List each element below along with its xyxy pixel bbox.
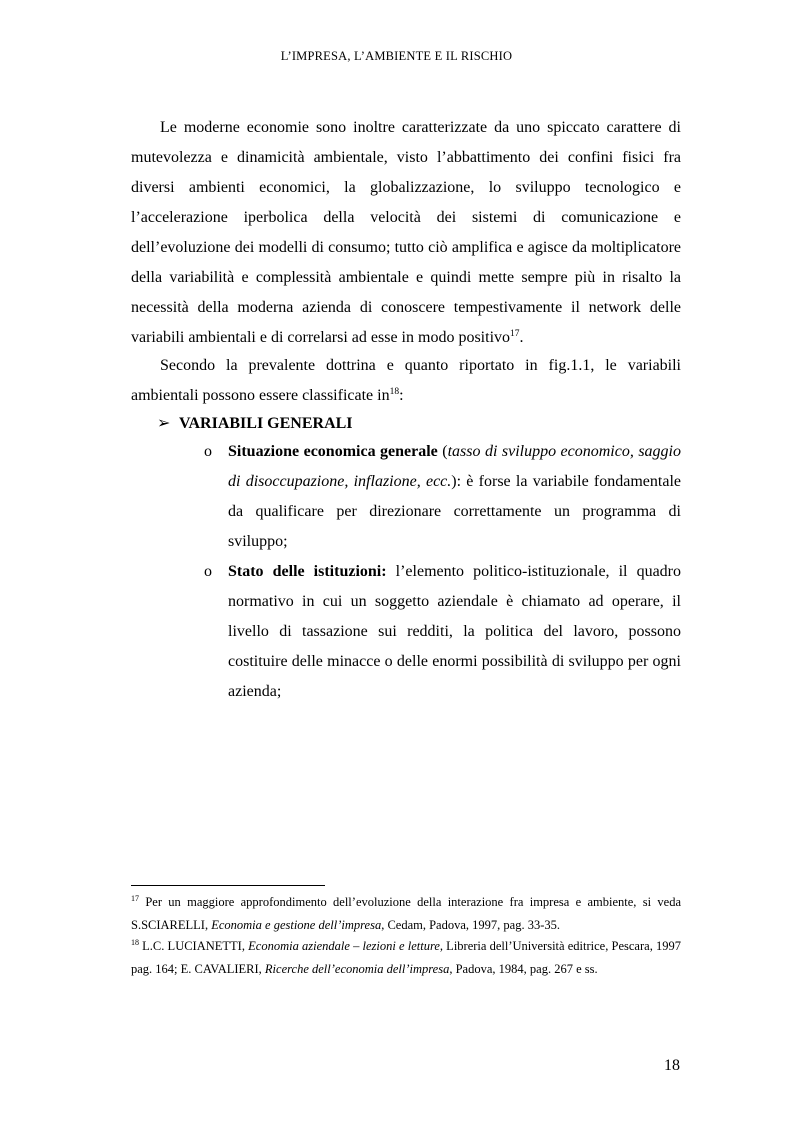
footnote-text: L.C. LUCIANETTI, [139,939,249,953]
footnote-separator [131,885,325,886]
paragraph-1-end: . [519,329,524,346]
footnote-text-end: , Cedam, Padova, 1997, pag. 33-35. [381,918,560,932]
arrow-bullet-icon: ➢ [157,415,171,432]
list-item-open: ( [437,443,448,460]
footnote-text: Per un maggiore approfondimento dell’evoluzione della interazione fra impresa e ambiente, si veda S.SCIARELLI, [131,895,681,932]
list-item-text [228,557,681,707]
footnote-book-title: Economia e gestione dell’impresa [211,918,382,932]
circle-bullet-icon: o [204,563,212,580]
footnote-text-middle: Libreria dell’Università editrice, Pescara, 1997 pag. 164; E. CAVALIERI, [131,939,681,976]
list-item [204,557,681,707]
list-item-description: l’elemento politico-istituzionale, il quadro normativo in cui un soggetto aziendale è chiamato ad operare, il livello di tassazione sui redditi, la politica del lavoro, possono costituire delle minacce o delle enormi possibilità di sviluppo per ogni azienda; [228,563,681,700]
footnote-17 [131,891,681,937]
footnote-number: 17 [131,894,139,903]
paragraph-2 [131,351,681,411]
footnote-ref-18[interactable]: 18 [389,387,400,397]
section-heading [157,409,353,439]
list-item-examples: tasso di sviluppo economico, saggio di disoccupazione, inflazione, ecc. [228,443,681,490]
footnote-ref-17[interactable]: 17 [510,329,520,339]
running-header: L’IMPRESA, L’AMBIENTE E IL RISCHIO [280,49,513,63]
list-item-title: Stato delle istituzioni: [228,563,387,580]
footnote-book-title-2: Ricerche dell’economia dell’impresa [264,962,450,976]
footnote-18 [131,935,681,981]
page-number: 18 [664,1057,680,1074]
section-title: VARIABILI GENERALI [179,415,353,432]
paragraph-1-text: Le moderne economie sono inoltre caratterizzate da uno spiccato carattere di mutevolezza e dinamicità ambientale, visto l’abbattimento dei confini fisici fra diversi ambienti economici, la globalizzazione, lo sviluppo tecnologico e l’accelerazione iperbolica della velocità dei sistemi di comunicazione e dell’evoluzione dei modelli di consumo; tutto ciò amplifica e agisce da moltiplicatore della variabilità e complessità ambientale e quindi mette sempre più in risalto la necessità della moderna azienda di conoscere tempestivamente il network delle variabili ambientali e di correlarsi ad esse in modo positivo [131,119,681,346]
footnote-book-title: Economia aziendale – lezioni e letture, [248,939,444,953]
paragraph-2-end: : [399,387,404,404]
circle-bullet-icon: o [204,443,212,460]
paragraph-2-text: Secondo la prevalente dottrina e quanto riportato in fig.1.1, le variabili ambientali possono essere classificate in [131,357,681,404]
footnote-number: 18 [131,938,139,947]
paragraph-1 [131,113,681,353]
footnote-text-end: , Padova, 1984, pag. 267 e ss. [449,962,598,976]
list-item [204,437,681,557]
list-item-text [228,437,681,557]
list-item-title: Situazione economica generale [228,443,438,460]
list-item-description: ): è forse la variabile fondamentale da qualificare per direzionare correttamente un programma di sviluppo; [228,473,681,550]
